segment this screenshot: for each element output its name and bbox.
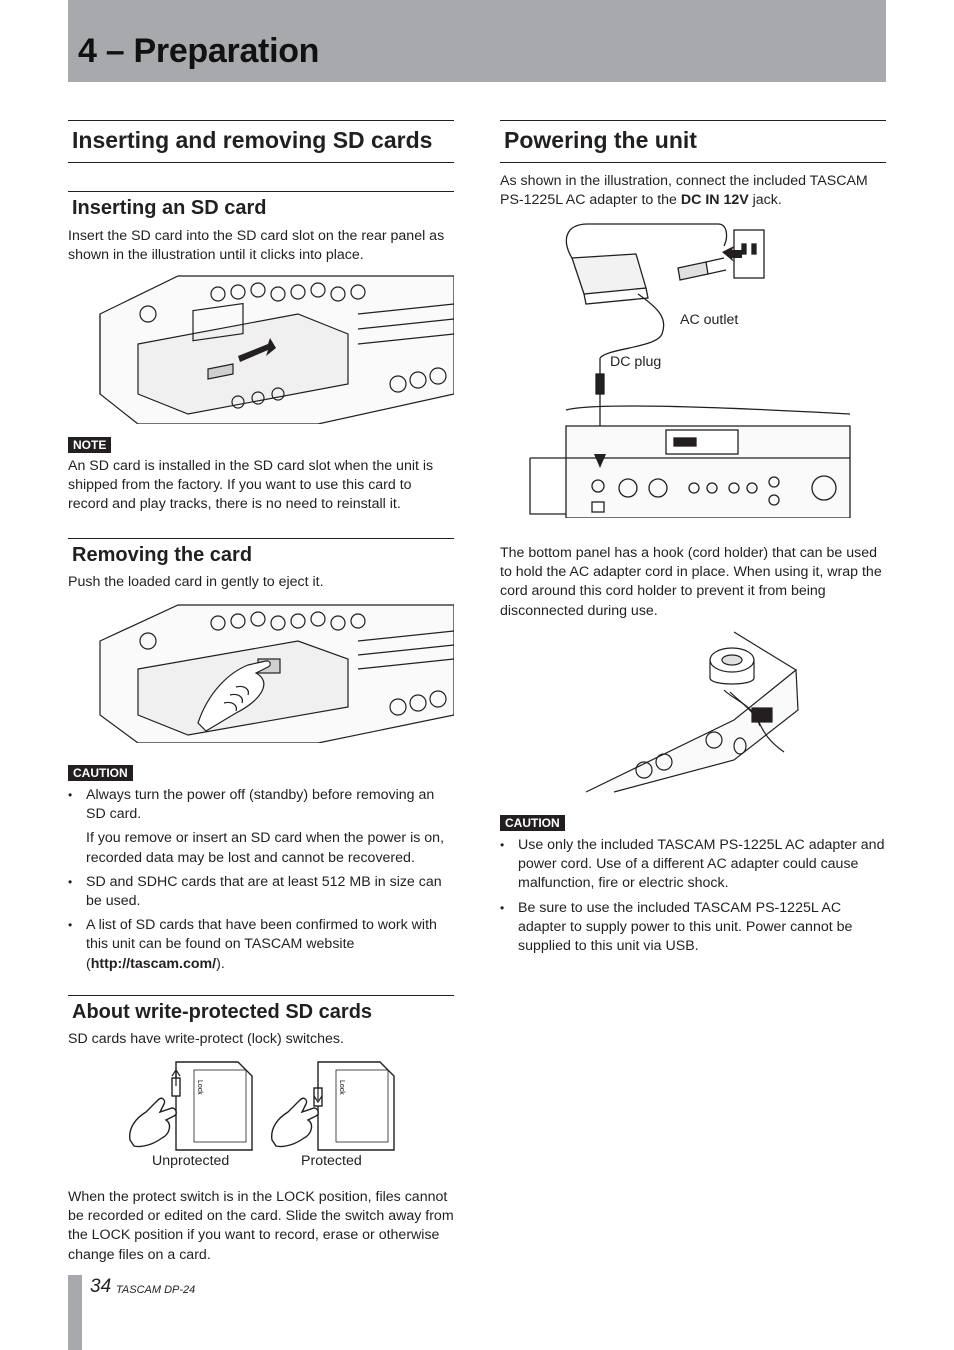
bullet-icon: • <box>500 900 505 915</box>
caution-item-text: Always turn the power off (standby) before removing an SD card. <box>86 787 435 823</box>
caution-label-left: CAUTION <box>68 765 133 781</box>
bullet-icon: • <box>500 838 505 852</box>
powering-intro <box>500 172 886 210</box>
cord-holder-illustration <box>584 630 804 795</box>
caution-item-text-after: ). <box>216 955 225 972</box>
power-connection-illustration <box>528 218 858 518</box>
remove-sd-card-illustration <box>98 603 454 743</box>
powering-intro-text: As shown in the illustration, connect the included TASCAM PS-1225L AC adapter to the <box>500 173 868 209</box>
list-item <box>68 873 454 911</box>
chapter-header <box>68 0 886 82</box>
write-protect-illustration <box>126 1060 406 1155</box>
ac-outlet-label: AC outlet <box>680 312 739 328</box>
bullet-icon: • <box>68 874 73 889</box>
footer-bar <box>68 1275 82 1350</box>
section-title-sd-cards: Inserting and removing SD cards <box>68 120 454 163</box>
note-label: NOTE <box>68 437 111 453</box>
caution-item-text: Be sure to use the included TASCAM PS-1225L AC adapter to supply power to this unit. Power cannot be supplied to this unit via USB. <box>518 899 853 955</box>
unprotected-label: Unprotected <box>152 1153 230 1169</box>
list-item <box>68 786 454 868</box>
list-item <box>500 836 886 894</box>
heading-write-protected: About write-protected SD cards <box>68 995 454 1028</box>
bullet-icon: • <box>68 918 73 933</box>
insert-sd-card-illustration <box>98 274 454 424</box>
hook-body: The bottom panel has a hook (cord holder) that can be used to hold the AC adapter cord in place. When using it, wrap the cord around this cord holder to prevent it from being disconnected during use. <box>500 545 882 619</box>
chapter-title: 4 – Preparation <box>78 32 320 70</box>
card-lock-text-protected: Lock <box>338 1080 345 1095</box>
document-name: TASCAM DP-24 <box>116 1284 196 1296</box>
tascam-website-link[interactable]: http://tascam.com/ <box>90 955 217 972</box>
inserting-body: Insert the SD card into the SD card slot on the rear panel as shown in the illustration until it clicks into place. <box>68 228 445 264</box>
caution-item-text: SD and SDHC cards that are at least 512 MB in size can be used. <box>86 873 442 910</box>
dc-plug-label: DC plug <box>610 354 662 370</box>
heading-inserting-sd-card: Inserting an SD card <box>68 191 454 224</box>
powering-intro-text-after: jack. <box>748 192 782 209</box>
heading-removing-card: Removing the card <box>68 538 454 571</box>
caution-list-right <box>500 836 886 961</box>
removing-body: Push the loaded card in gently to eject it. <box>68 574 324 590</box>
write-protect-intro: SD cards have write-protect (lock) switches. <box>68 1031 344 1047</box>
caution-label-right: CAUTION <box>500 815 565 831</box>
write-protect-body: When the protect switch is in the LOCK position, files cannot be recorded or edited on the card. Slide the switch away from the LOCK position if you want to record, erase or otherwise change files on a card. <box>68 1189 454 1263</box>
caution-item-text: Use only the included TASCAM PS-1225L AC adapter and power cord. Use of a different AC adapter could cause malfunction, fire or electric shock. <box>518 837 885 892</box>
caution-item-text: A list of SD cards that have been confirmed to work with this unit can be found on TASCAM website ( <box>86 917 437 972</box>
card-lock-text-unprotected: Lock <box>196 1080 203 1095</box>
section-title-powering: Powering the unit <box>500 120 886 163</box>
protected-label: Protected <box>301 1153 362 1169</box>
bullet-icon: • <box>68 788 73 802</box>
caution-list-left <box>68 786 454 979</box>
list-item <box>68 916 454 974</box>
page-number: 34 <box>90 1276 112 1297</box>
caution-item-subtext: If you remove or insert an SD card when the power is on, recorded data may be lost and cannot be recovered. <box>86 830 445 866</box>
note-body: An SD card is installed in the SD card slot when the unit is shipped from the factory. If you want to use this card to record and play tracks, there is no need to reinstall it. <box>68 458 434 513</box>
list-item <box>500 899 886 957</box>
dc-in-12v-label: DC IN 12V <box>680 192 749 209</box>
